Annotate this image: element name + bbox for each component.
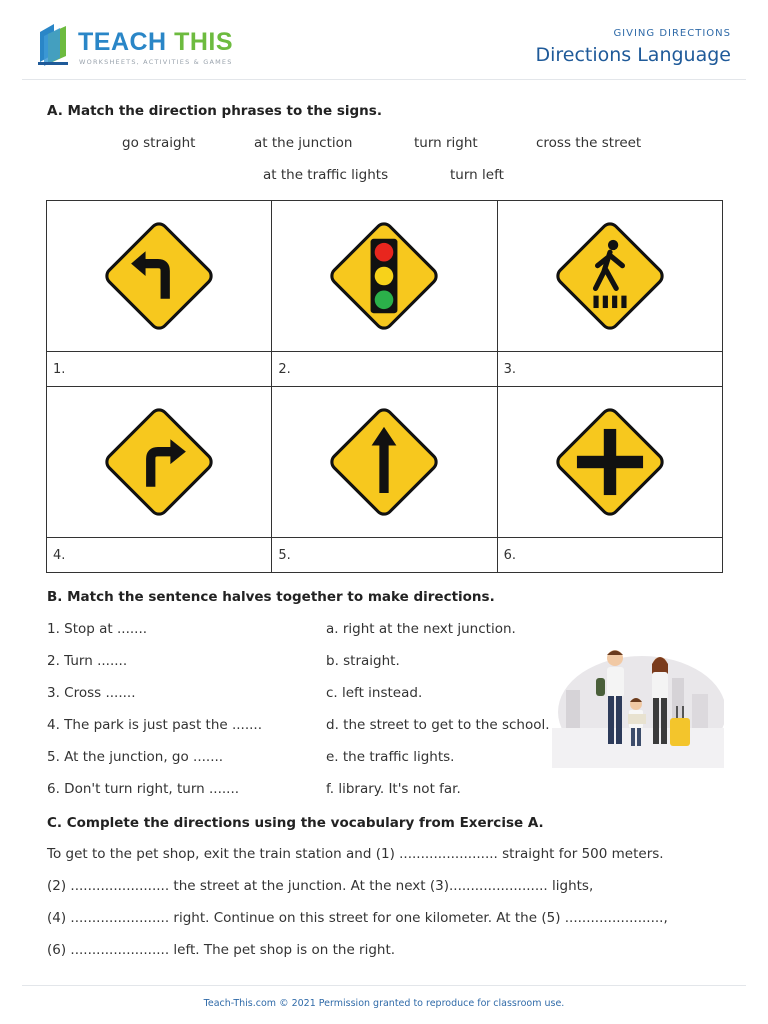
directions-line-2: (2) ....................... the street at the junction. At the next (3)....................... lights, (47, 878, 594, 894)
sentence-end-f: f. library. It's not far. (326, 781, 461, 797)
sign-cell-3 (497, 201, 722, 352)
section-c-title: C. Complete the directions using the vocabulary from Exercise A. (47, 815, 544, 831)
sign-number-5: 5. (272, 538, 497, 573)
phrase-at-the-junction: at the junction (254, 135, 353, 151)
phrase-turn-left: turn left (450, 167, 504, 183)
family-illustration (552, 638, 724, 770)
book-logo-icon (36, 22, 76, 66)
sentence-end-e: e. the traffic lights. (326, 749, 455, 765)
sign-cell-4 (47, 387, 272, 538)
sign-cell-5 (272, 387, 497, 538)
junction-sign-icon (548, 400, 672, 524)
sign-number-2: 2. (272, 352, 497, 387)
sign-number-4: 4. (47, 538, 272, 573)
sentence-end-a: a. right at the next junction. (326, 621, 516, 637)
footer-divider (22, 985, 746, 986)
signs-table (46, 200, 723, 573)
turn-right-sign-icon (97, 400, 221, 524)
sentence-end-b: b. straight. (326, 653, 400, 669)
directions-line-3: (4) ....................... right. Continue on this street for one kilometer. At the (5) ......................., (47, 910, 668, 926)
sentence-start-4: 4. The park is just past the ....... (47, 717, 263, 733)
header (0, 0, 768, 80)
footer-copyright[interactable]: Teach-This.com © 2021 Permission granted to reproduce for classroom use. (203, 998, 565, 1009)
worksheet-title: Directions Language (535, 44, 731, 66)
sign-cell-1 (47, 201, 272, 352)
section-b-title: B. Match the sentence halves together to make directions. (47, 589, 495, 605)
go-straight-sign-icon (322, 400, 446, 524)
sign-cell-2 (272, 201, 497, 352)
logo-wordmark (78, 28, 233, 57)
logo-word-this: THIS (174, 28, 234, 56)
header-divider (22, 79, 746, 80)
sign-number-6: 6. (497, 538, 722, 573)
sign-number-1: 1. (47, 352, 272, 387)
sentence-start-1: 1. Stop at ....... (47, 621, 148, 637)
sign-number-3: 3. (497, 352, 722, 387)
phrase-cross-the-street: cross the street (536, 135, 642, 151)
sentence-start-5: 5. At the junction, go ....... (47, 749, 224, 765)
sentence-end-d: d. the street to get to the school. (326, 717, 550, 733)
turn-left-sign-icon (97, 214, 221, 338)
sentence-end-c: c. left instead. (326, 685, 423, 701)
directions-line-1: To get to the pet shop, exit the train station and (1) ....................... straight for 500 meters. (47, 846, 664, 862)
phrase-go-straight: go straight (122, 135, 196, 151)
phrase-at-the-traffic-lights: at the traffic lights (263, 167, 389, 183)
logo-tagline: WORKSHEETS, ACTIVITIES & GAMES (79, 58, 233, 66)
pedestrian-crossing-sign-icon (548, 214, 672, 338)
section-a-title: A. Match the direction phrases to the signs. (47, 103, 382, 119)
traffic-lights-sign-icon (322, 214, 446, 338)
worksheet-category: GIVING DIRECTIONS (613, 28, 731, 39)
teach-this-logo[interactable] (36, 22, 236, 70)
directions-line-4: (6) ....................... left. The pet shop is on the right. (47, 942, 396, 958)
sentence-start-2: 2. Turn ....... (47, 653, 128, 669)
phrase-turn-right: turn right (414, 135, 478, 151)
sentence-start-6: 6. Don't turn right, turn ....... (47, 781, 240, 797)
sign-cell-6 (497, 387, 722, 538)
logo-word-teach: TEACH (78, 28, 167, 56)
sentence-start-3: 3. Cross ....... (47, 685, 136, 701)
